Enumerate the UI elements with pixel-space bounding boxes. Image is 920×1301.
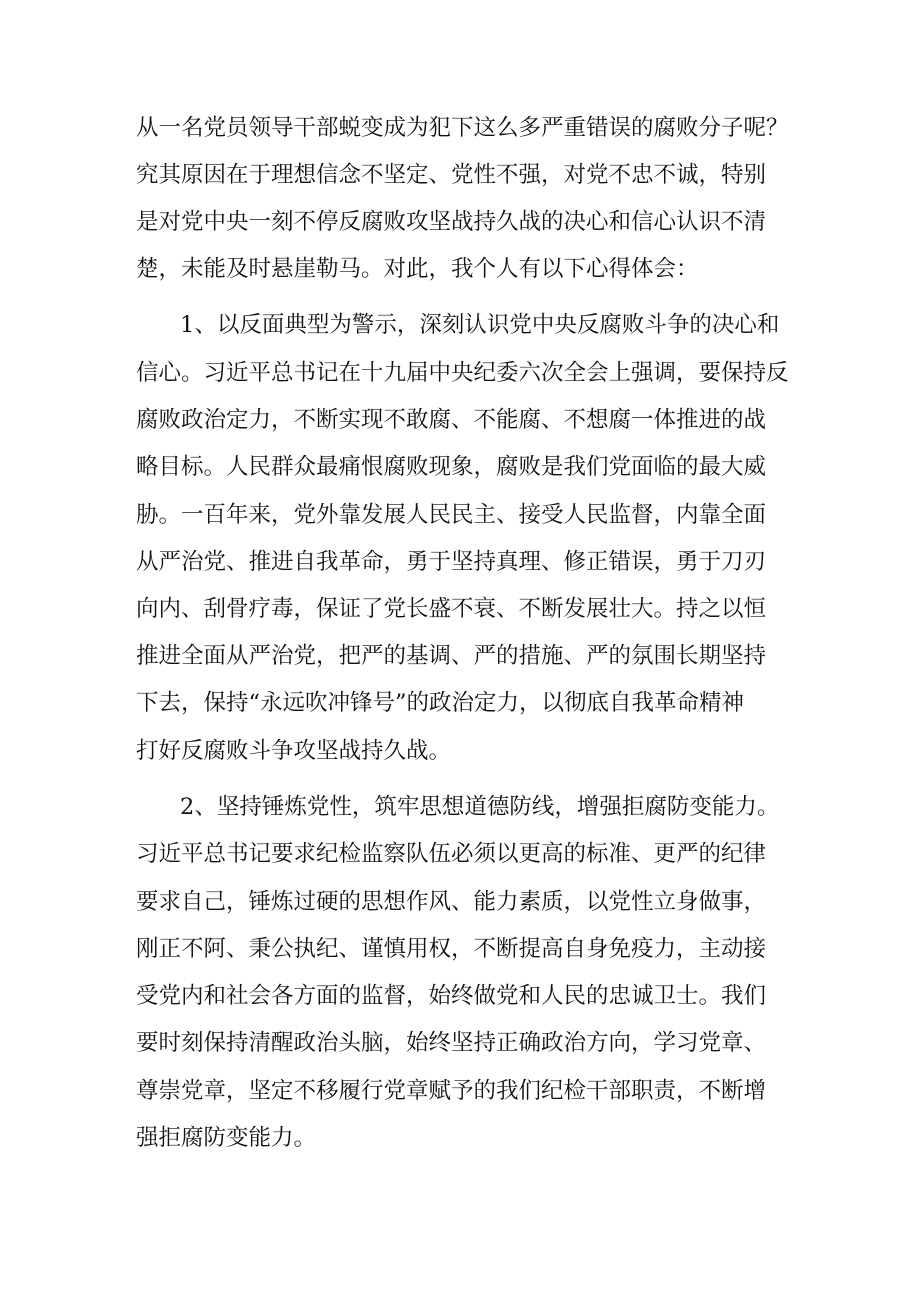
intro-line-1: 从一名党员领导干部蜕变成为犯下这么多严重错误的腐败分子呢？ xyxy=(136,115,789,141)
point2-line-3: 要求自己，锤炼过硬的思想作风、能力素质，以党性立身做事， xyxy=(136,889,767,915)
point1-line-10: 打好反腐败斗争攻坚战持久战。 xyxy=(136,738,452,764)
intro-line-3: 是对党中央一刻不停反腐败攻坚战持久战的决心和信心认识不清 xyxy=(136,209,767,235)
point1-line-6: 从严治党、推进自我革命，勇于坚持真理、修正错误，勇于刀刃 xyxy=(136,549,767,575)
point1-line-3: 腐败政治定力，不断实现不敢腐、不能腐、不想腐一体推进的战 xyxy=(136,407,767,433)
point1-line-1: 1、以反面典型为警示，深刻认识党中央反腐败斗争的决心和 xyxy=(180,312,780,338)
point2-line-1: 2、坚持锤炼党性，筑牢思想道德防线，增强拒腐防变能力。 xyxy=(180,794,780,820)
point1-line-7: 向内、刮骨疗毒，保证了党长盛不衰、不断发展壮大。持之以恒 xyxy=(136,596,767,622)
intro-line-4: 楚，未能及时悬崖勒马。对此，我个人有以下心得体会： xyxy=(136,256,699,282)
point2-line-5: 受党内和社会各方面的监督，始终做党和人民的忠诚卫士。我们 xyxy=(136,983,767,1009)
point1-line-2: 信心。习近平总书记在十九届中央纪委六次全会上强调，要保持反 xyxy=(136,360,789,386)
intro-line-2: 究其原因在于理想信念不坚定、党性不强，对党不忠不诚，特别 xyxy=(136,162,767,188)
point2-line-7: 尊崇党章，坚定不移履行党章赋予的我们纪检干部职责，不断增 xyxy=(136,1078,767,1104)
point1-line-4: 略目标。人民群众最痛恨腐败现象，腐败是我们党面临的最大威 xyxy=(136,454,767,480)
point2-line-6: 要时刻保持清醒政治头脑，始终坚持正确政治方向，学习党章、 xyxy=(136,1030,767,1056)
point2-line-4: 刚正不阿、秉公执纪、谨慎用权，不断提高自身免疫力，主动接 xyxy=(136,936,767,962)
point1-line-5: 胁。一百年来，党外靠发展人民民主、接受人民监督，内靠全面 xyxy=(136,502,767,528)
point2-line-2: 习近平总书记要求纪检监察队伍必须以更高的标准、更严的纪律 xyxy=(136,841,767,867)
point2-line-8: 强拒腐防变能力。 xyxy=(136,1125,317,1151)
point1-line-9: 下去，保持“永远吹冲锋号”的政治定力，以彻底自我革命精神 xyxy=(136,690,745,716)
point1-line-8: 推进全面从严治党，把严的基调、严的措施、严的氛围长期坚持 xyxy=(136,643,767,669)
